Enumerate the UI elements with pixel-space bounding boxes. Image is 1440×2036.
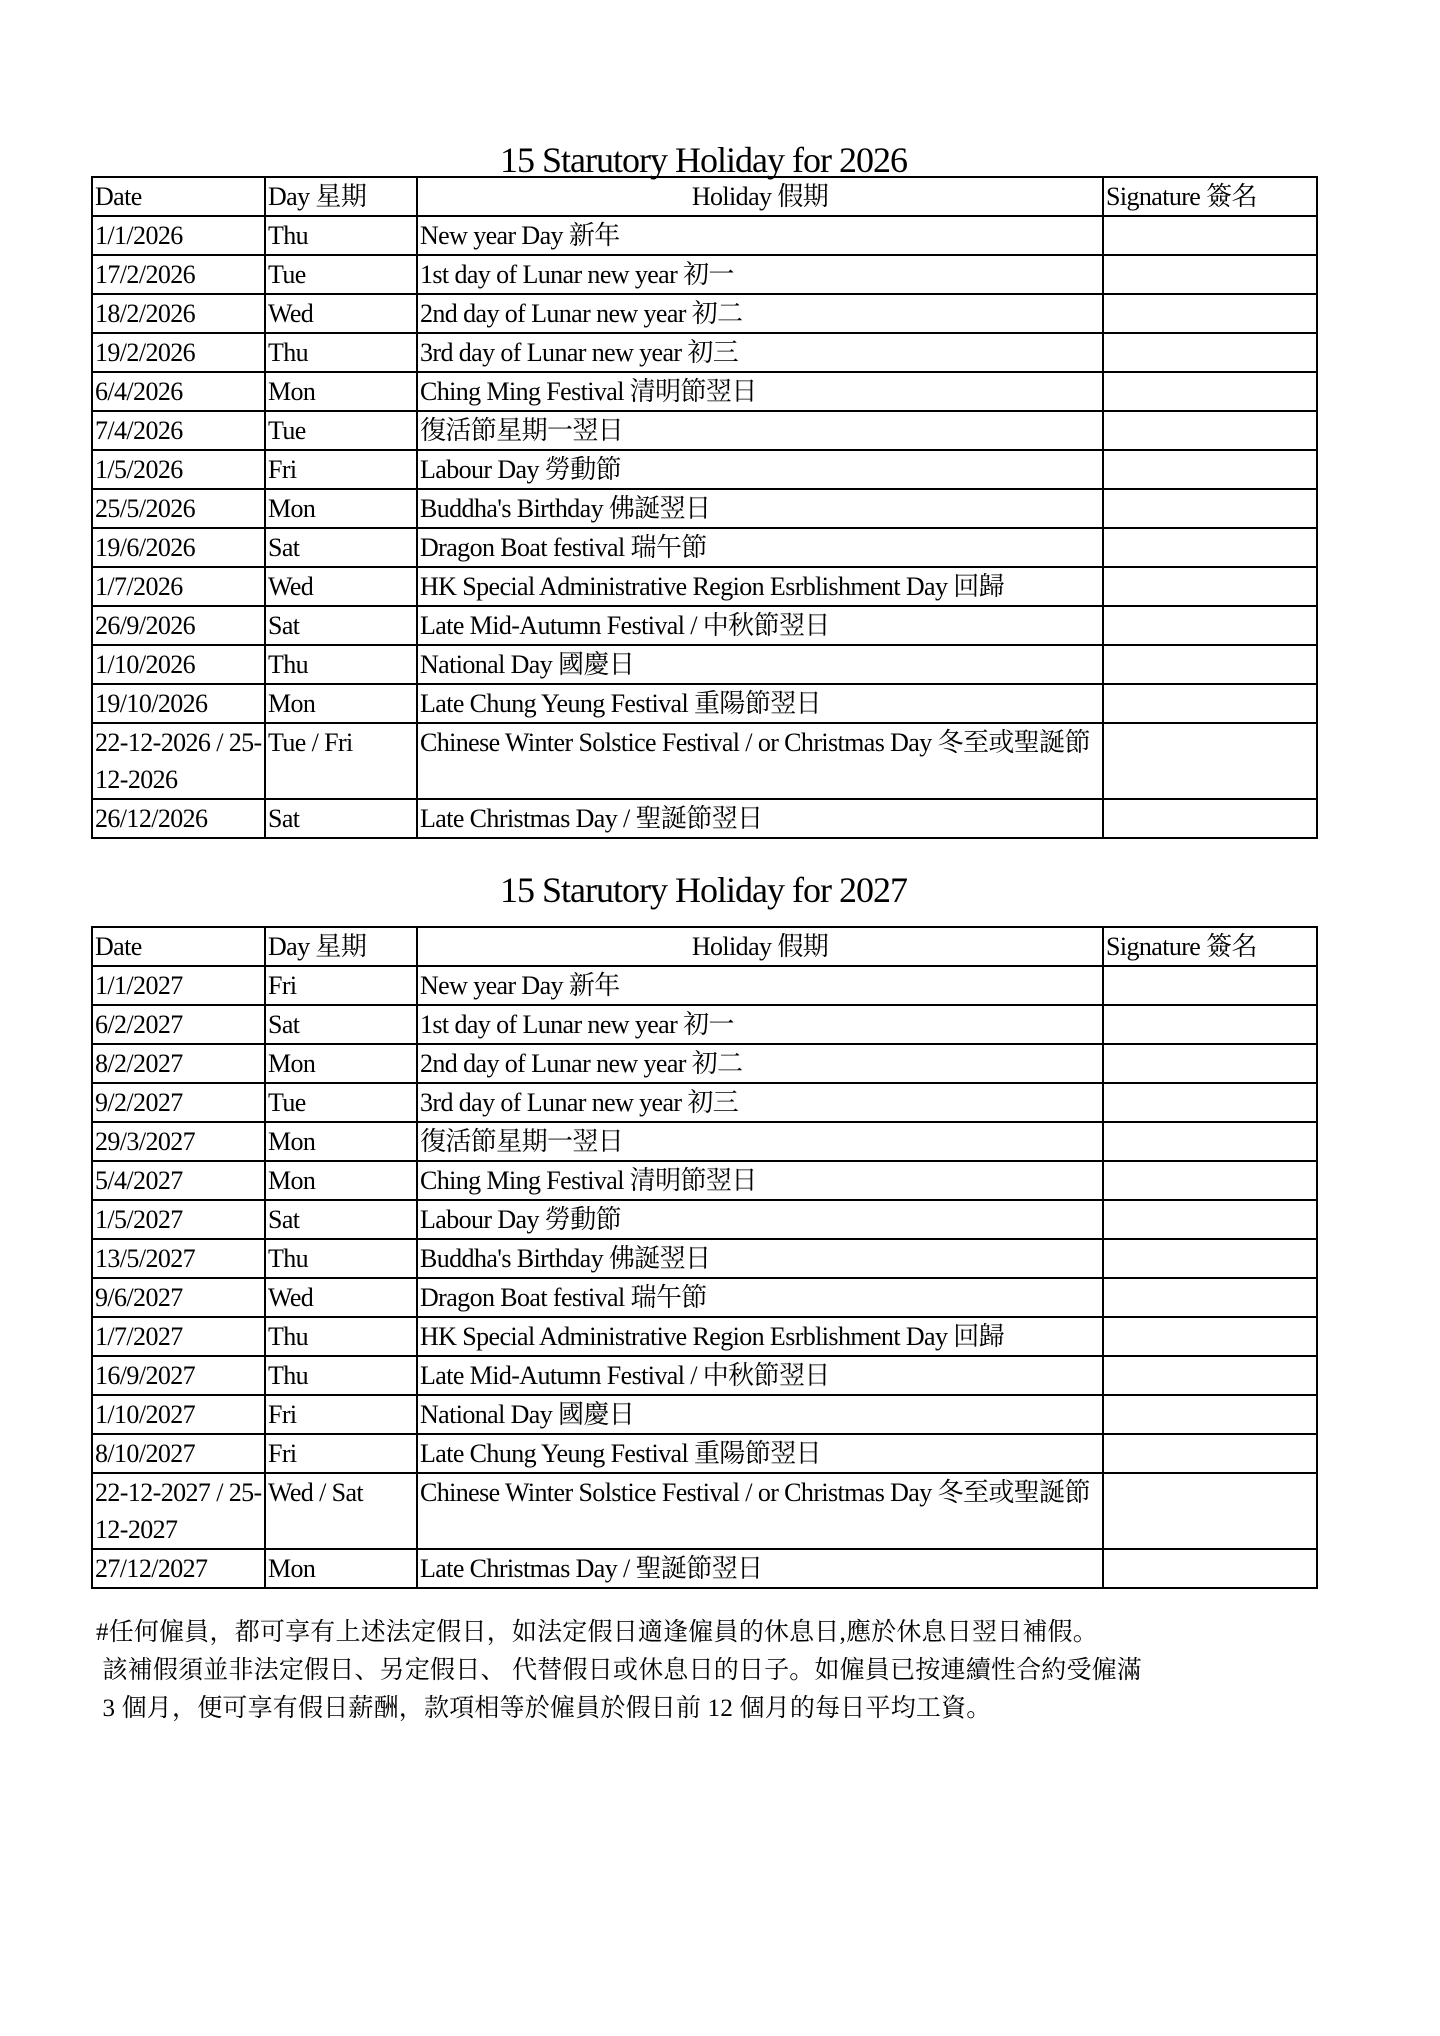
date-cell: 13/5/2027 bbox=[92, 1239, 265, 1278]
holiday-cell: National Day 國慶日 bbox=[417, 1395, 1103, 1434]
table-row bbox=[92, 567, 1317, 606]
table-row bbox=[92, 255, 1317, 294]
holiday-cell: Ching Ming Festival 清明節翌日 bbox=[417, 1161, 1103, 1200]
table-row bbox=[92, 1395, 1317, 1434]
table-row bbox=[92, 372, 1317, 411]
table-row bbox=[92, 216, 1317, 255]
table-row bbox=[92, 489, 1317, 528]
header-row bbox=[92, 927, 1317, 966]
holiday-cell: Chinese Winter Solstice Festival / or Christmas Day 冬至或聖誕節 bbox=[417, 723, 1103, 799]
day-cell: Thu bbox=[265, 216, 417, 255]
signature-cell[interactable] bbox=[1103, 528, 1317, 567]
day-cell: Mon bbox=[265, 1122, 417, 1161]
day-cell: Mon bbox=[265, 489, 417, 528]
holiday-cell: Late Chung Yeung Festival 重陽節翌日 bbox=[417, 1434, 1103, 1473]
date-cell: 5/4/2027 bbox=[92, 1161, 265, 1200]
date-cell: 22-12-2027 / 25-12-2027 bbox=[92, 1473, 265, 1549]
date-cell: 8/10/2027 bbox=[92, 1434, 265, 1473]
column-header: Holiday 假期 bbox=[417, 177, 1103, 216]
day-cell: Tue bbox=[265, 411, 417, 450]
date-cell: 6/4/2026 bbox=[92, 372, 265, 411]
table-row bbox=[92, 1122, 1317, 1161]
day-cell: Fri bbox=[265, 1434, 417, 1473]
holiday-cell: New year Day 新年 bbox=[417, 216, 1103, 255]
holiday-cell: HK Special Administrative Region Esrblishment Day 回歸 bbox=[417, 567, 1103, 606]
day-cell: Thu bbox=[265, 645, 417, 684]
day-cell: Wed bbox=[265, 567, 417, 606]
column-header: Day 星期 bbox=[265, 177, 417, 216]
date-cell: 19/6/2026 bbox=[92, 528, 265, 567]
date-cell: 1/1/2026 bbox=[92, 216, 265, 255]
table-row bbox=[92, 799, 1317, 838]
signature-cell[interactable] bbox=[1103, 1473, 1317, 1549]
date-cell: 27/12/2027 bbox=[92, 1549, 265, 1588]
table-row bbox=[92, 1549, 1317, 1588]
holiday-cell: Labour Day 勞動節 bbox=[417, 450, 1103, 489]
day-cell: Mon bbox=[265, 1044, 417, 1083]
signature-cell[interactable] bbox=[1103, 1005, 1317, 1044]
holiday-cell: Late Chung Yeung Festival 重陽節翌日 bbox=[417, 684, 1103, 723]
date-cell: 6/2/2027 bbox=[92, 1005, 265, 1044]
date-cell: 9/2/2027 bbox=[92, 1083, 265, 1122]
signature-cell[interactable] bbox=[1103, 450, 1317, 489]
table-row bbox=[92, 1083, 1317, 1122]
signature-cell[interactable] bbox=[1103, 1122, 1317, 1161]
table-row bbox=[92, 1278, 1317, 1317]
holiday-cell: Labour Day 勞動節 bbox=[417, 1200, 1103, 1239]
date-cell: 1/1/2027 bbox=[92, 966, 265, 1005]
table-row bbox=[92, 966, 1317, 1005]
holiday-cell: New year Day 新年 bbox=[417, 966, 1103, 1005]
column-header: Date bbox=[92, 177, 265, 216]
signature-cell[interactable] bbox=[1103, 723, 1317, 799]
header-row bbox=[92, 177, 1317, 216]
date-cell: 18/2/2026 bbox=[92, 294, 265, 333]
day-cell: Tue bbox=[265, 1083, 417, 1122]
signature-cell[interactable] bbox=[1103, 645, 1317, 684]
holiday-cell: Buddha's Birthday 佛誕翌日 bbox=[417, 1239, 1103, 1278]
holiday-cell: 1st day of Lunar new year 初一 bbox=[417, 255, 1103, 294]
date-cell: 25/5/2026 bbox=[92, 489, 265, 528]
holiday-cell: 2nd day of Lunar new year 初二 bbox=[417, 294, 1103, 333]
date-cell: 1/7/2026 bbox=[92, 567, 265, 606]
signature-cell[interactable] bbox=[1103, 294, 1317, 333]
table-row bbox=[92, 333, 1317, 372]
table-row bbox=[92, 1200, 1317, 1239]
date-cell: 1/7/2027 bbox=[92, 1317, 265, 1356]
day-cell: Mon bbox=[265, 684, 417, 723]
holiday-cell: Dragon Boat festival 瑞午節 bbox=[417, 528, 1103, 567]
signature-cell[interactable] bbox=[1103, 372, 1317, 411]
signature-cell[interactable] bbox=[1103, 411, 1317, 450]
signature-cell[interactable] bbox=[1103, 684, 1317, 723]
signature-cell[interactable] bbox=[1103, 1239, 1317, 1278]
table-row bbox=[92, 1434, 1317, 1473]
day-cell: Fri bbox=[265, 1395, 417, 1434]
footnote-line-1: #任何僱員，都可享有上述法定假日，如法定假日適逢僱員的休息日,應於休息日翌日補假。 bbox=[96, 1619, 1098, 1646]
table-row bbox=[92, 1044, 1317, 1083]
day-cell: Mon bbox=[265, 1549, 417, 1588]
signature-cell[interactable] bbox=[1103, 216, 1317, 255]
holiday-cell: National Day 國慶日 bbox=[417, 645, 1103, 684]
holiday-cell: 3rd day of Lunar new year 初三 bbox=[417, 1083, 1103, 1122]
date-cell: 19/2/2026 bbox=[92, 333, 265, 372]
signature-cell[interactable] bbox=[1103, 1278, 1317, 1317]
day-cell: Fri bbox=[265, 966, 417, 1005]
table-row bbox=[92, 1317, 1317, 1356]
table-row bbox=[92, 450, 1317, 489]
day-cell: Fri bbox=[265, 450, 417, 489]
signature-cell[interactable] bbox=[1103, 489, 1317, 528]
signature-cell[interactable] bbox=[1103, 1044, 1317, 1083]
date-cell: 9/6/2027 bbox=[92, 1278, 265, 1317]
holiday-cell: Dragon Boat festival 瑞午節 bbox=[417, 1278, 1103, 1317]
holiday-cell: 2nd day of Lunar new year 初二 bbox=[417, 1044, 1103, 1083]
signature-cell[interactable] bbox=[1103, 1083, 1317, 1122]
column-header: Holiday 假期 bbox=[417, 927, 1103, 966]
holiday-cell: Buddha's Birthday 佛誕翌日 bbox=[417, 489, 1103, 528]
day-cell: Wed bbox=[265, 1278, 417, 1317]
day-cell: Sat bbox=[265, 528, 417, 567]
holiday-cell: 復活節星期一翌日 bbox=[417, 411, 1103, 450]
table-row bbox=[92, 1356, 1317, 1395]
holiday-cell: 3rd day of Lunar new year 初三 bbox=[417, 333, 1103, 372]
signature-cell[interactable] bbox=[1103, 1200, 1317, 1239]
date-cell: 1/5/2026 bbox=[92, 450, 265, 489]
signature-cell[interactable] bbox=[1103, 1549, 1317, 1588]
holiday-cell: 復活節星期一翌日 bbox=[417, 1122, 1103, 1161]
day-cell: Mon bbox=[265, 1161, 417, 1200]
signature-cell[interactable] bbox=[1103, 966, 1317, 1005]
day-cell: Wed / Sat bbox=[265, 1473, 417, 1549]
table-row bbox=[92, 723, 1317, 799]
table-row bbox=[92, 1161, 1317, 1200]
day-cell: Mon bbox=[265, 372, 417, 411]
date-cell: 1/10/2027 bbox=[92, 1395, 265, 1434]
day-cell: Sat bbox=[265, 606, 417, 645]
day-cell: Thu bbox=[265, 1239, 417, 1278]
date-cell: 22-12-2026 / 25-12-2026 bbox=[92, 723, 265, 799]
table-row bbox=[92, 645, 1317, 684]
holiday-table-2026 bbox=[91, 176, 1318, 839]
day-cell: Thu bbox=[265, 1356, 417, 1395]
date-cell: 29/3/2027 bbox=[92, 1122, 265, 1161]
holiday-cell: Late Christmas Day / 聖誕節翌日 bbox=[417, 1549, 1103, 1588]
signature-cell[interactable] bbox=[1103, 1395, 1317, 1434]
table-title-2026: 15 Starutory Holiday for 2026 bbox=[500, 140, 907, 180]
holiday-cell: 1st day of Lunar new year 初一 bbox=[417, 1005, 1103, 1044]
day-cell: Sat bbox=[265, 799, 417, 838]
table-row bbox=[92, 528, 1317, 567]
table-row bbox=[92, 606, 1317, 645]
table-row bbox=[92, 1473, 1317, 1549]
column-header: Signature 簽名 bbox=[1103, 927, 1317, 966]
day-cell: Sat bbox=[265, 1200, 417, 1239]
signature-cell[interactable] bbox=[1103, 567, 1317, 606]
holiday-cell: Late Mid-Autumn Festival / 中秋節翌日 bbox=[417, 1356, 1103, 1395]
table-row bbox=[92, 1005, 1317, 1044]
table-row bbox=[92, 411, 1317, 450]
day-cell: Wed bbox=[265, 294, 417, 333]
signature-cell[interactable] bbox=[1103, 255, 1317, 294]
date-cell: 17/2/2026 bbox=[92, 255, 265, 294]
table-row bbox=[92, 294, 1317, 333]
signature-cell[interactable] bbox=[1103, 333, 1317, 372]
signature-cell[interactable] bbox=[1103, 799, 1317, 838]
column-header: Signature 簽名 bbox=[1103, 177, 1317, 216]
date-cell: 1/10/2026 bbox=[92, 645, 265, 684]
holiday-cell: Chinese Winter Solstice Festival / or Christmas Day 冬至或聖誕節 bbox=[417, 1473, 1103, 1549]
date-cell: 7/4/2026 bbox=[92, 411, 265, 450]
column-header: Date bbox=[92, 927, 265, 966]
signature-cell[interactable] bbox=[1103, 606, 1317, 645]
column-header: Day 星期 bbox=[265, 927, 417, 966]
day-cell: Tue / Fri bbox=[265, 723, 417, 799]
holiday-cell: HK Special Administrative Region Esrblishment Day 回歸 bbox=[417, 1317, 1103, 1356]
signature-cell[interactable] bbox=[1103, 1317, 1317, 1356]
date-cell: 26/9/2026 bbox=[92, 606, 265, 645]
table-row bbox=[92, 684, 1317, 723]
holiday-table-2027 bbox=[91, 926, 1318, 1589]
date-cell: 8/2/2027 bbox=[92, 1044, 265, 1083]
signature-cell[interactable] bbox=[1103, 1434, 1317, 1473]
table-title-2027: 15 Starutory Holiday for 2027 bbox=[500, 870, 907, 910]
holiday-cell: Ching Ming Festival 清明節翌日 bbox=[417, 372, 1103, 411]
day-cell: Thu bbox=[265, 1317, 417, 1356]
table-row bbox=[92, 1239, 1317, 1278]
date-cell: 1/5/2027 bbox=[92, 1200, 265, 1239]
day-cell: Tue bbox=[265, 255, 417, 294]
holiday-cell: Late Christmas Day / 聖誕節翌日 bbox=[417, 799, 1103, 838]
footnote-line-2: 該補假須並非法定假日、另定假日、 代替假日或休息日的日子。如僱員已按連續性合約受僱滿 bbox=[96, 1657, 1143, 1684]
date-cell: 19/10/2026 bbox=[92, 684, 265, 723]
date-cell: 16/9/2027 bbox=[92, 1356, 265, 1395]
holiday-cell: Late Mid-Autumn Festival / 中秋節翌日 bbox=[417, 606, 1103, 645]
day-cell: Thu bbox=[265, 333, 417, 372]
day-cell: Sat bbox=[265, 1005, 417, 1044]
date-cell: 26/12/2026 bbox=[92, 799, 265, 838]
signature-cell[interactable] bbox=[1103, 1356, 1317, 1395]
footnote-line-3: 3 個月，便可享有假日薪酬，款項相等於僱員於假日前 12 個月的每日平均工資。 bbox=[96, 1695, 992, 1722]
signature-cell[interactable] bbox=[1103, 1161, 1317, 1200]
